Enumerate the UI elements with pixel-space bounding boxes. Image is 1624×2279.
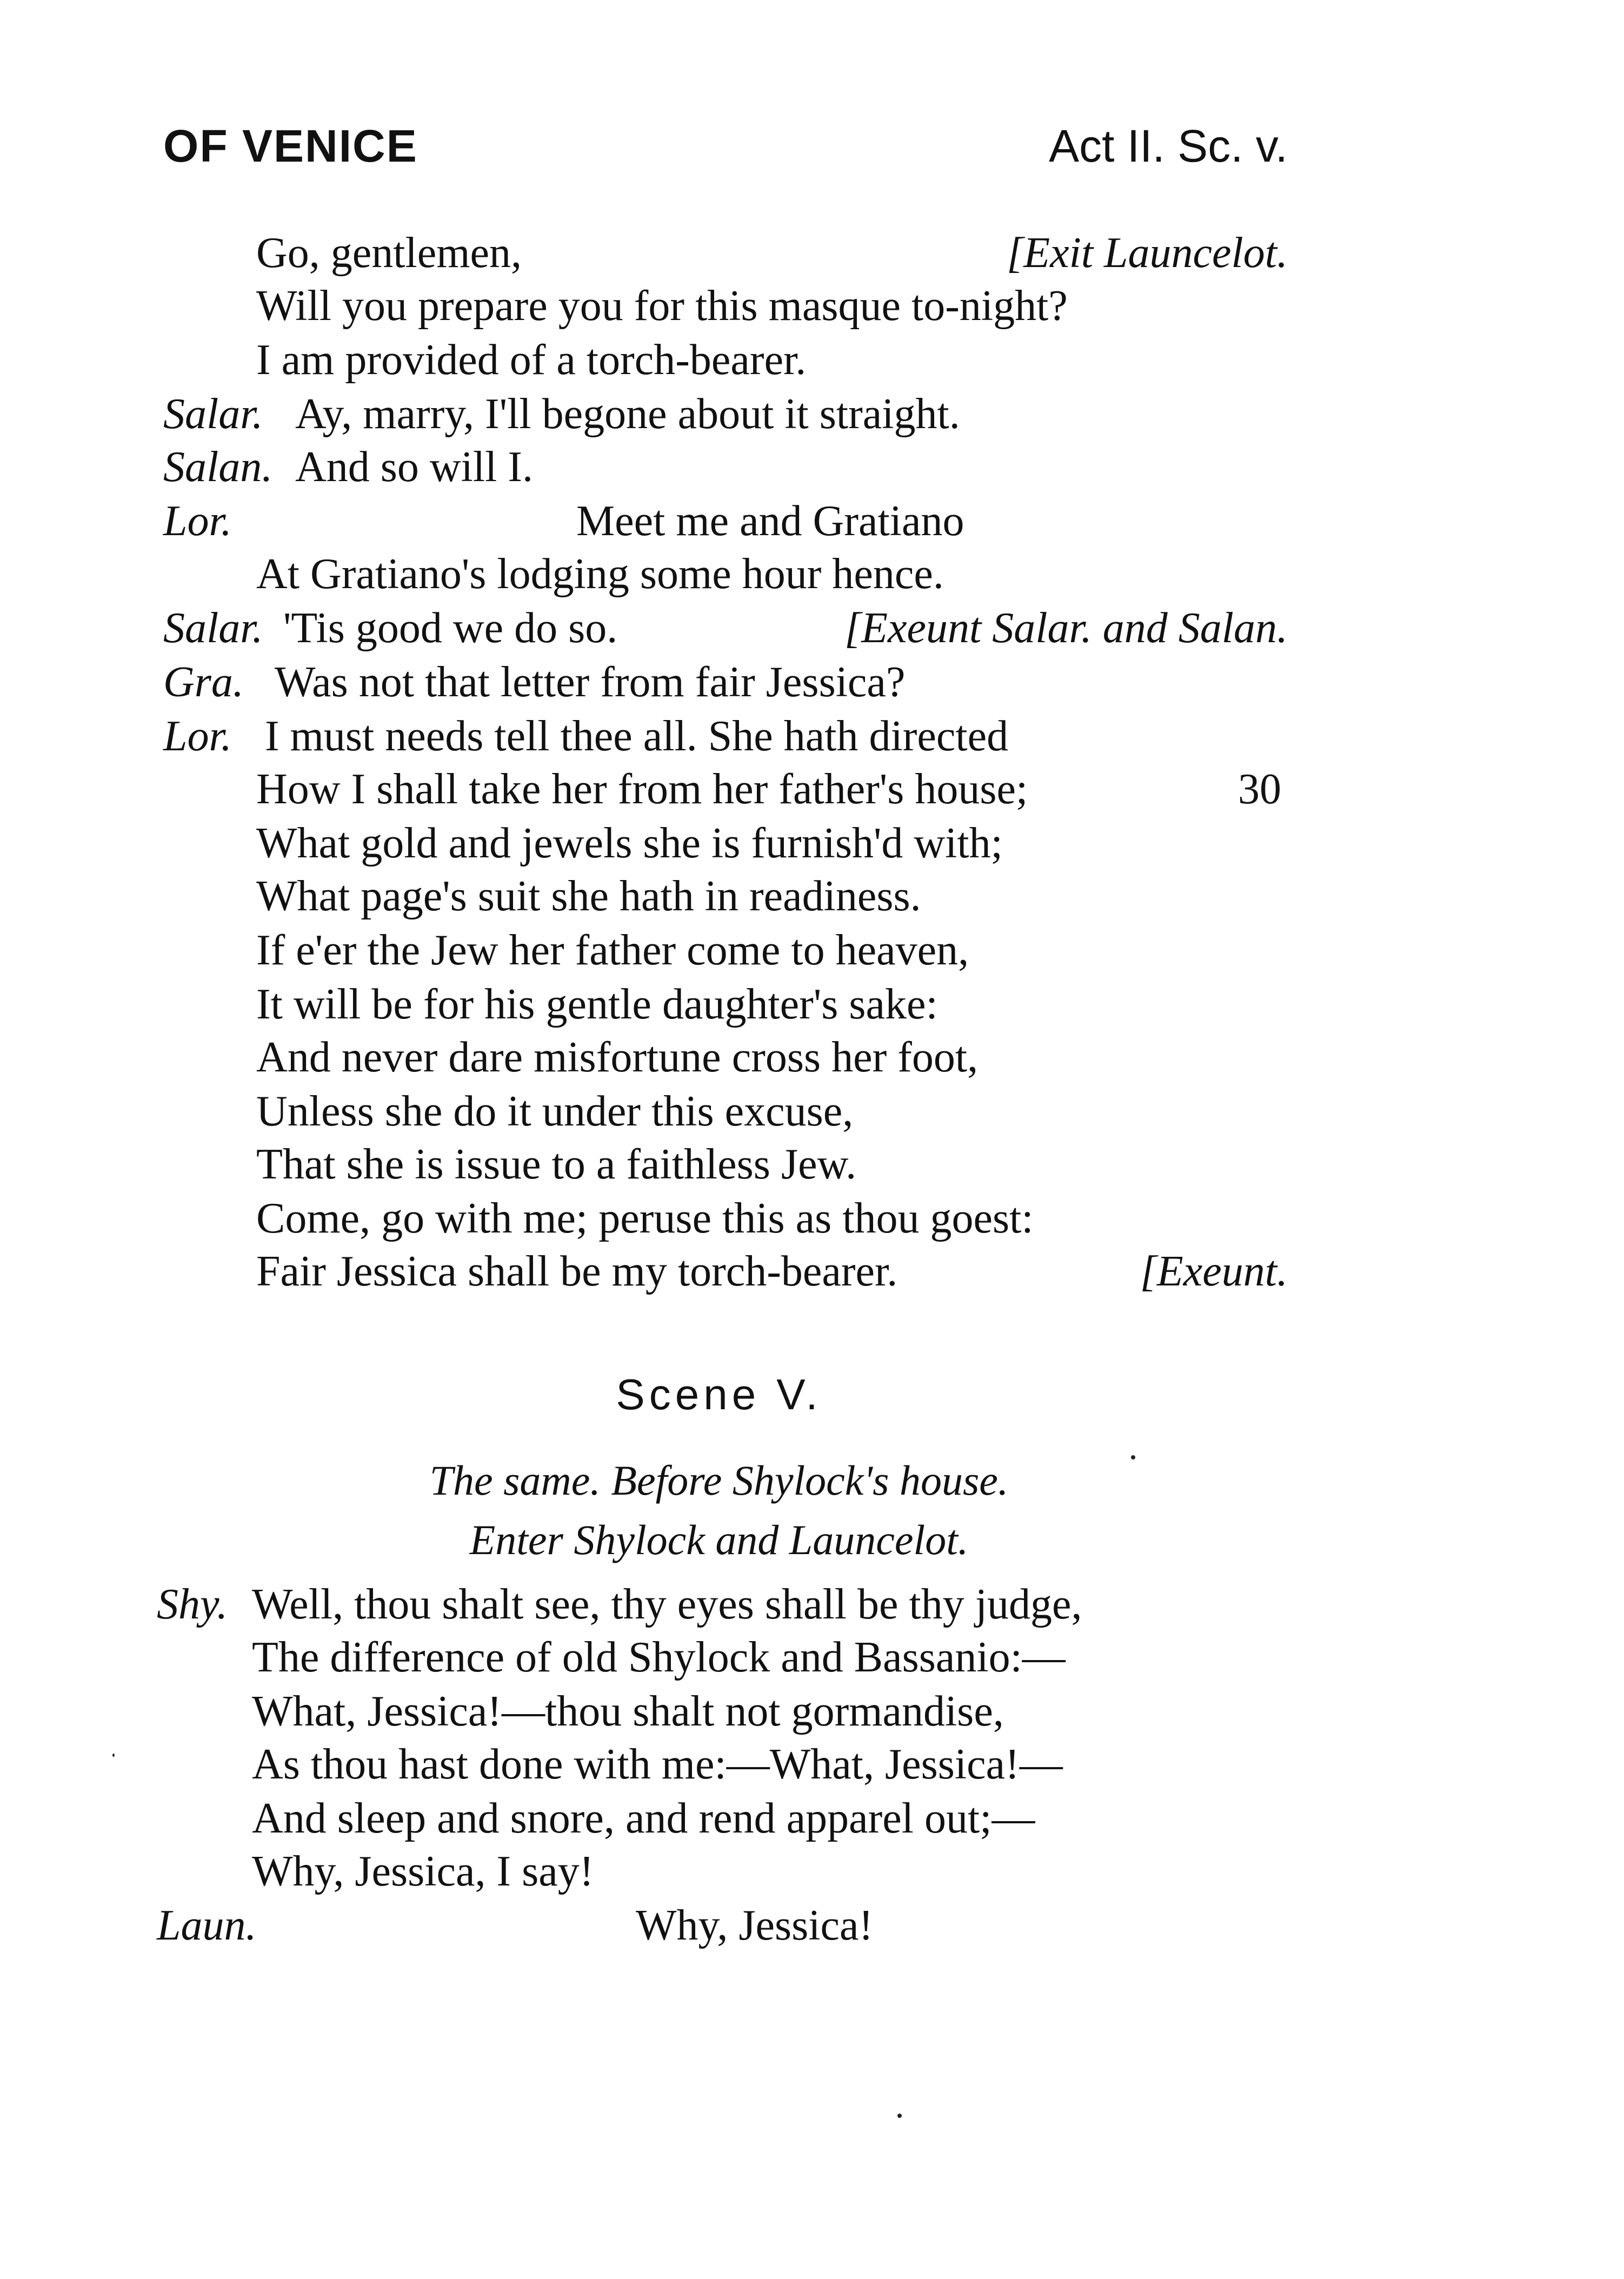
print-speck <box>112 1754 115 1757</box>
print-speck <box>897 2114 902 2118</box>
verse-line: Ay, marry, I'll begone about it straight. <box>295 390 960 438</box>
verse-line: Will you prepare you for this masque to-night? <box>256 282 1068 330</box>
verse-line: Go, gentlemen, <box>256 229 522 277</box>
speaker-prefix: Salan. <box>163 443 273 491</box>
verse-line: How I shall take her from her father's house; <box>256 765 1028 813</box>
entry-direction: Enter Shylock and Launcelot. <box>469 1516 969 1563</box>
stage-direction: [Exit Launcelot. <box>1007 229 1288 277</box>
verse-line: At Gratiano's lodging some hour hence. <box>256 550 944 598</box>
verse-line: What, Jessica!—thou shalt not gormandise, <box>252 1688 1004 1735</box>
verse-line: It will be for his gentle daughter's sake: <box>256 981 938 1028</box>
verse-line: And sleep and snore, and rend apparel out;— <box>252 1795 1035 1842</box>
speaker-prefix: Shy. <box>157 1581 228 1628</box>
speaker-prefix: Salar. <box>163 390 263 438</box>
verse-line: Why, Jessica, I say! <box>252 1848 594 1895</box>
verse-line: 'Tis good we do so. <box>283 604 618 652</box>
verse-line: What page's suit she hath in readiness. <box>256 872 921 920</box>
verse-line: Well, thou shalt see, thy eyes shall be thy judge, <box>252 1581 1082 1628</box>
line-number: 30 <box>1238 765 1281 813</box>
verse-line: That she is issue to a faithless Jew. <box>256 1141 857 1188</box>
verse-line: If e'er the Jew her father come to heaven, <box>256 927 969 974</box>
verse-line: Meet me and Gratiano <box>576 497 964 545</box>
speaker-prefix: Salar. <box>163 604 263 652</box>
verse-line: Why, Jessica! <box>636 1902 874 1949</box>
verse-line: What gold and jewels she is furnish'd with; <box>256 819 1003 867</box>
scene-setting: The same. Before Shylock's house. <box>429 1457 1009 1504</box>
speaker-prefix: Gra. <box>163 658 244 706</box>
stage-direction: [Exeunt. <box>1140 1248 1288 1295</box>
speaker-prefix: Lor. <box>163 497 232 545</box>
stage-direction: [Exeunt Salar. and Salan. <box>844 604 1288 652</box>
speaker-prefix: Lor. <box>163 712 232 760</box>
verse-line: I am provided of a torch-bearer. <box>256 336 807 384</box>
verse-line: And so will I. <box>295 443 533 491</box>
verse-line: I must needs tell thee all. She hath directed <box>265 712 1009 760</box>
running-head-title: OF VENICE <box>163 121 418 171</box>
print-speck <box>1131 1455 1135 1460</box>
verse-line: And never dare misfortune cross her foot, <box>256 1034 979 1081</box>
verse-line: Fair Jessica shall be my torch-bearer. <box>256 1248 898 1295</box>
verse-line: Come, go with me; peruse this as thou goest: <box>256 1195 1034 1242</box>
running-head-act-scene: Act II. Sc. v. <box>1049 121 1288 171</box>
verse-line: Was not that letter from fair Jessica? <box>275 658 906 706</box>
verse-line: As thou hast done with me:—What, Jessica!— <box>252 1741 1063 1788</box>
verse-line: Unless she do it under this excuse, <box>256 1088 854 1135</box>
verse-line: The difference of old Shylock and Bassanio:— <box>252 1634 1066 1681</box>
scene-heading: Scene V. <box>616 1370 822 1418</box>
speaker-prefix: Laun. <box>157 1902 257 1949</box>
